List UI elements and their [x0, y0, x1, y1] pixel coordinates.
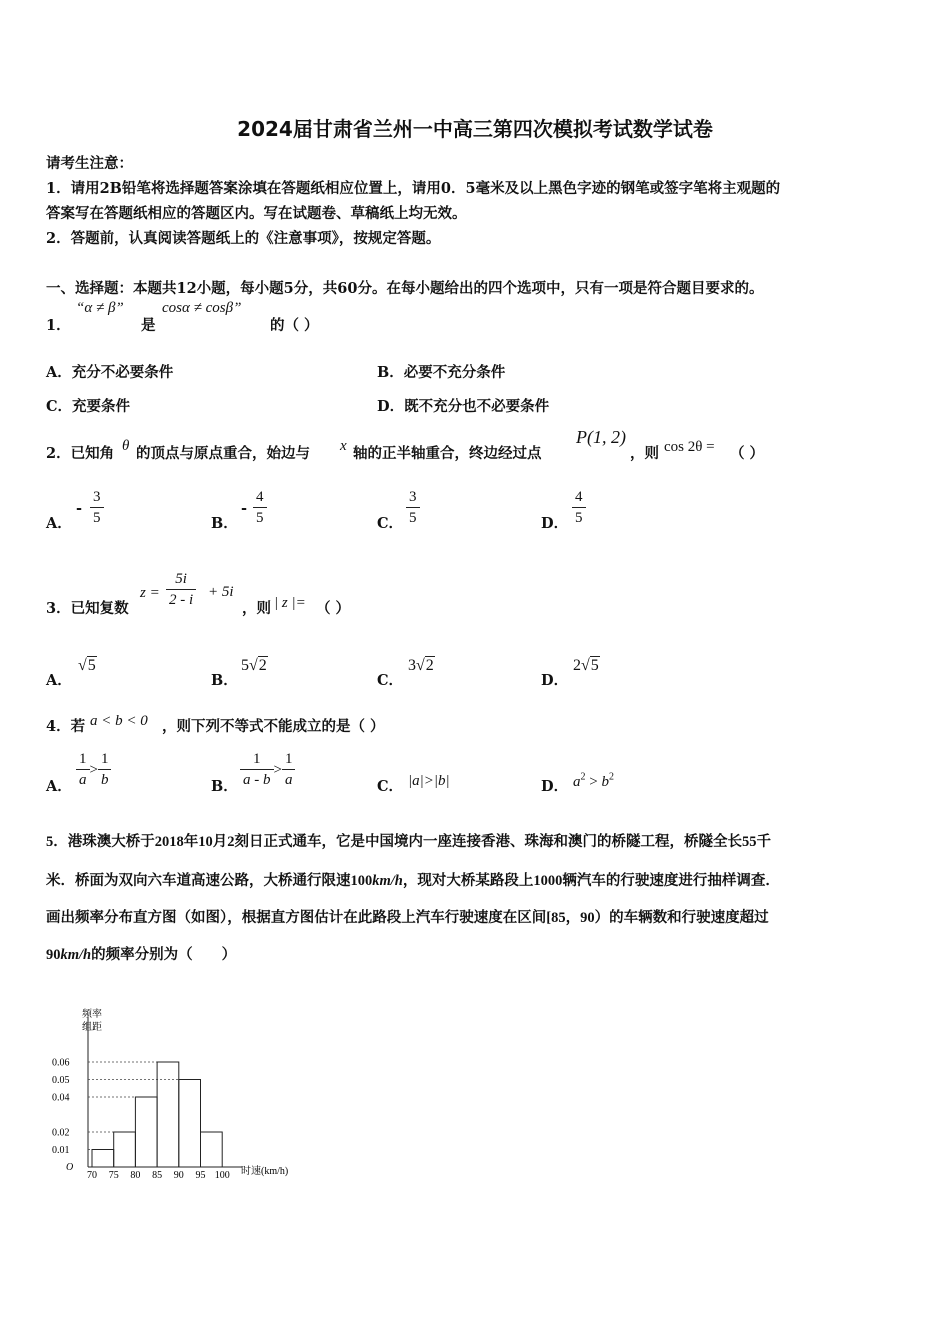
q4-option-c-label[interactable]: C．	[377, 778, 404, 795]
q4-b-op: >	[273, 762, 282, 778]
y-label-top: 频率	[82, 1009, 102, 1020]
q4-a-n2: 1	[98, 749, 112, 770]
q3-fraction	[166, 569, 196, 610]
notice-item-1a: 1．请用2B铅笔将选择题答案涂填在答题纸相应位置上，请用0．5毫米及以上黑色字迹的钢笔或签字笔将主观题的	[46, 180, 781, 197]
q2-option-b-value	[253, 487, 267, 528]
q5-line-4	[46, 942, 908, 969]
q3-option-a-label[interactable]: A．	[46, 672, 72, 689]
q4-b-d1: a - b	[243, 772, 271, 788]
q4-option-c-value: |a|>|b|	[408, 773, 450, 789]
q2-stem-1: 2．已知角	[46, 445, 115, 462]
q2-theta: θ	[122, 438, 130, 454]
q3-option-d-value: 2√5	[573, 657, 599, 674]
q1-condition-1: “α ≠ β”	[76, 300, 124, 316]
bar-75-80	[114, 1132, 136, 1167]
q5-line-4b: 的频率分别为（ ）	[91, 947, 237, 963]
q2-c-denominator: 5	[406, 507, 420, 528]
q1-mid: 是	[141, 317, 156, 334]
q4-d-exp-2: 2	[608, 771, 614, 783]
q4-b-frac-2	[282, 749, 296, 790]
q2-c-numerator: 3	[409, 489, 417, 505]
q4-b-frac-1	[240, 749, 274, 790]
q2-a-denominator: 5	[90, 507, 104, 528]
q1-condition-2: cosα ≠ cosβ”	[162, 300, 242, 316]
q2-stem-3: 轴的正半轴重合，终边经过点	[353, 445, 542, 462]
y-tick-0.01: 0.01	[52, 1145, 70, 1156]
q4-option-d-value	[573, 771, 614, 791]
q4-condition: a < b < 0	[90, 713, 148, 729]
q2-x: x	[340, 438, 347, 454]
q3-d-coef: 2	[573, 657, 581, 674]
q2-a-numerator: 3	[93, 489, 101, 505]
q3-stem-1: 3．已知复数	[46, 600, 129, 617]
q2-b-denominator: 5	[253, 507, 267, 528]
q2-expression: cos 2θ =	[664, 439, 715, 455]
q1-option-a[interactable]: A．充分不必要条件	[46, 364, 174, 381]
q4-d-exp-1: 2	[580, 771, 586, 783]
q3-stem-3: （ ）	[316, 600, 351, 617]
q1-option-c[interactable]: C．充要条件	[46, 398, 131, 415]
frequency-histogram	[40, 1005, 320, 1185]
q4-stem-1: 4．若	[46, 718, 86, 735]
q2-option-c-value	[406, 487, 420, 528]
q4-a-frac-2	[98, 749, 112, 790]
q4-a-d1: a	[79, 772, 87, 788]
q4-option-a-label[interactable]: A．	[46, 778, 72, 795]
q3-b-coef: 5	[241, 657, 249, 674]
q4-a-frac-1	[76, 749, 90, 790]
bar-85-90	[157, 1062, 179, 1167]
q5-unit-2: km/h	[60, 947, 92, 963]
q3-option-b-label[interactable]: B．	[211, 672, 238, 689]
q4-b-n2: 1	[282, 749, 296, 770]
x-tick-90: 90	[173, 1170, 184, 1181]
q3-fraction-numerator: 5i	[166, 569, 196, 590]
q4-a-d2: b	[100, 772, 109, 788]
q1-option-d[interactable]: D．既不充分也不必要条件	[377, 398, 550, 415]
x-tick-75: 75	[108, 1170, 119, 1181]
page-title: 2024届甘肃省兰州一中高三第四次模拟考试数学试卷	[237, 117, 713, 141]
bar-90-95	[179, 1080, 201, 1168]
q5-line-2	[46, 868, 908, 895]
x-tick-95: 95	[195, 1170, 206, 1181]
y-tick-0.05: 0.05	[52, 1075, 70, 1086]
y-tick-0.02: 0.02	[52, 1127, 70, 1139]
q2-b-numerator: 4	[256, 489, 264, 505]
q4-d-base-1: a	[573, 774, 581, 790]
y-tick-0.06: 0.06	[52, 1057, 70, 1069]
q3-option-a-value: √5	[78, 657, 96, 674]
q3-option-b-value: 5√2	[241, 657, 267, 674]
q2-option-b-sign: -	[241, 500, 248, 517]
x-axis-label: 时速(km/h)	[241, 1166, 289, 1177]
q2-d-denominator: 5	[572, 507, 586, 528]
q5-line-4a: 90	[46, 947, 61, 963]
y-tick-0.04: 0.04	[52, 1092, 70, 1104]
q1-option-b[interactable]: B．必要不充分条件	[377, 364, 506, 381]
q3-c-radicand: 2	[425, 657, 434, 674]
q1-end: 的（ ）	[270, 317, 319, 334]
q5-line-3: 画出频率分布直方图（如图），根据直方图估计在此路段上汽车行驶速度在区间[85，90）的车辆数和行驶速度超过	[46, 910, 769, 926]
notice-heading: 请考生注意：	[46, 155, 133, 172]
section-heading: 一、选择题：本题共12小题，每小题5分，共60分。在每小题给出的四个选项中，只有一项是符合题目要求的。	[46, 280, 764, 297]
q3-z: z =	[140, 585, 160, 601]
x-tick-70: 70	[87, 1170, 97, 1181]
x-tick-85: 85	[152, 1170, 163, 1181]
q4-option-d-label[interactable]: D．	[541, 778, 569, 795]
notice-item-1b: 答案写在答题纸相应的答题区内。写在试题卷、草稿纸上均无效。	[46, 205, 467, 222]
q2-option-b-label[interactable]: B．	[211, 515, 238, 532]
q3-c-coef: 3	[408, 657, 416, 674]
q3-option-c-label[interactable]: C．	[377, 672, 404, 689]
q4-stem-2: ，则下列不等式不能成立的是（ ）	[162, 718, 385, 735]
bar-70-75	[92, 1150, 114, 1168]
q4-a-n1: 1	[76, 749, 90, 770]
q4-option-b-label[interactable]: B．	[211, 778, 238, 795]
q3-a-radicand: 5	[87, 657, 96, 674]
q2-option-d-label[interactable]: D．	[541, 515, 569, 532]
q5-line-2b: ，现对大桥某路段上1000辆汽车的行驶速度进行抽样调查．	[402, 873, 780, 889]
q4-b-d2: a	[284, 772, 293, 788]
x-tick-100: 100	[214, 1170, 230, 1181]
q4-d-base-2: b	[601, 774, 609, 790]
y-label-bottom: 组距	[82, 1022, 102, 1033]
q3-option-d-label[interactable]: D．	[541, 672, 569, 689]
q2-option-d-value	[572, 487, 586, 528]
q1-number: 1．	[46, 317, 71, 334]
q2-option-a-sign: -	[76, 500, 83, 517]
q4-option-a-value	[76, 749, 111, 790]
bar-80-85	[135, 1097, 157, 1167]
q3-b-radicand: 2	[258, 657, 267, 674]
q2-stem-2: 的顶点与原点重合，始边与	[136, 445, 310, 462]
q2-option-a-label[interactable]: A．	[46, 515, 72, 532]
q3-d-radicand: 5	[590, 657, 599, 674]
q5-unit: km/h	[372, 873, 403, 889]
q2-option-a-value	[90, 487, 104, 528]
q3-plus-term: + 5i	[208, 584, 234, 600]
q2-option-c-label[interactable]: C．	[377, 515, 404, 532]
q3-modulus: | z |=	[274, 595, 306, 611]
origin-label: O	[66, 1162, 74, 1173]
q3-stem-2: ，则	[242, 600, 271, 617]
q2-d-numerator: 4	[575, 489, 583, 505]
q3-option-c-value: 3√2	[408, 657, 434, 674]
notice-item-2: 2．答题前，认真阅读答题纸上的《注意事项》，按规定答题。	[46, 230, 441, 247]
q3-fraction-denominator: 2 - i	[169, 592, 194, 608]
q4-option-b-value	[240, 749, 295, 790]
q2-stem-4: ，则	[630, 445, 659, 462]
x-tick-80: 80	[130, 1170, 141, 1181]
q5-line-2a: 米．桥面为双向六车道高速公路，大桥通行限速100	[46, 873, 373, 889]
q2-stem-5: （ ）	[730, 445, 765, 462]
q2-point: P(1, 2)	[576, 427, 626, 447]
q4-b-n1: 1	[240, 749, 274, 770]
q4-a-op: >	[89, 762, 98, 778]
bar-95-100	[201, 1132, 223, 1167]
q5-line-1: 5．港珠澳大桥于2018年10月2刻日正式通车，它是中国境内一座连接香港、珠海和澳门的桥隧工程，桥隧全长55千	[46, 834, 771, 850]
q4-d-op: >	[585, 774, 602, 790]
